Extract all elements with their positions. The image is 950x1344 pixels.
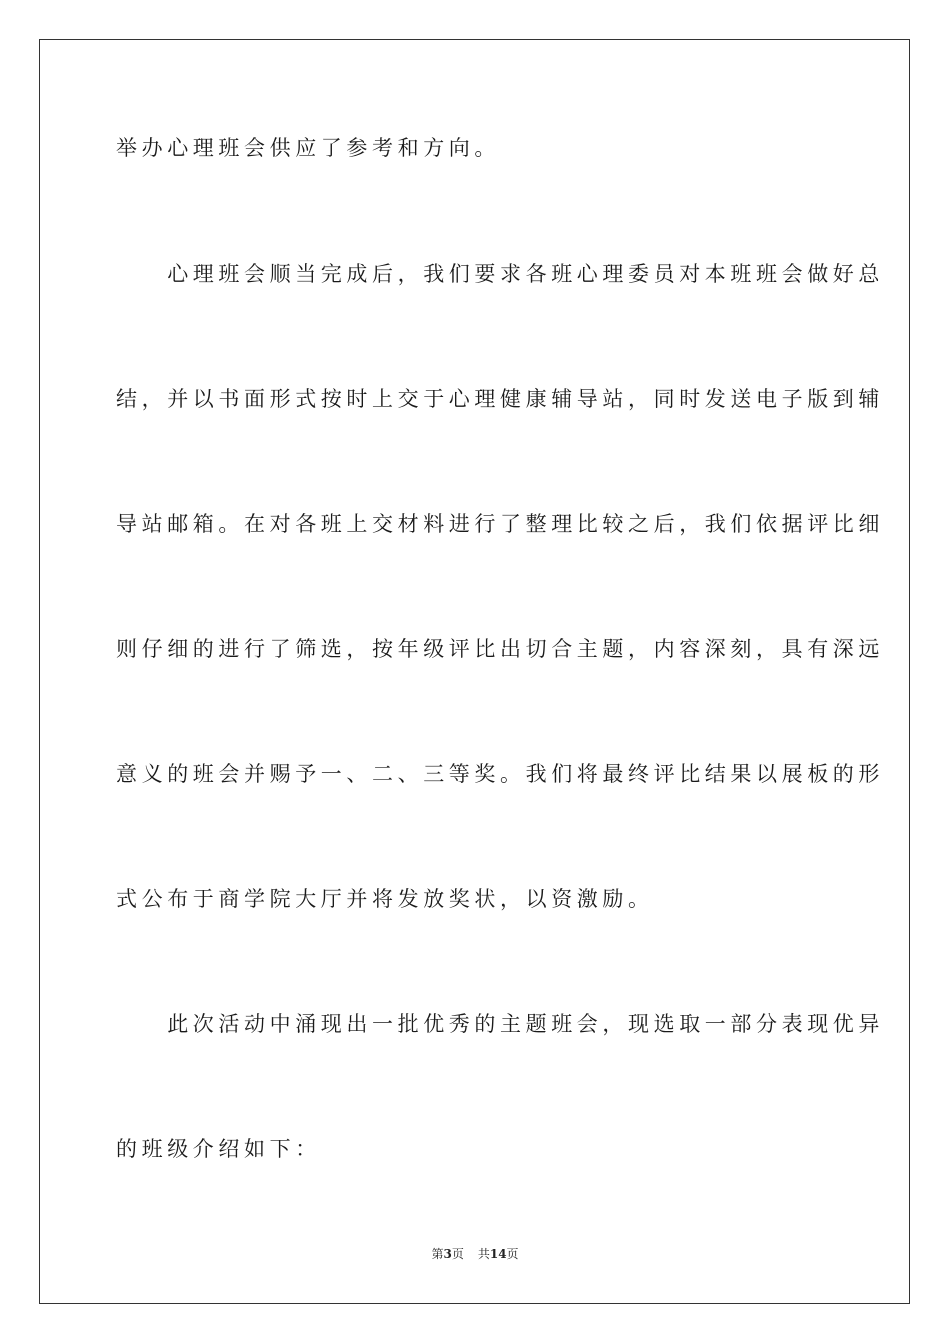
body-text-line: 意义的班会并赐予一、二、三等奖。我们将最终评比结果以展板的形: [116, 762, 884, 786]
body-text-line: 则仔细的进行了筛选，按年级评比出切合主题，内容深刻，具有深远: [116, 637, 884, 661]
footer-page-number: 3: [443, 1247, 452, 1261]
body-text-line: 结，并以书面形式按时上交于心理健康辅导站，同时发送电子版到辅: [116, 387, 884, 411]
footer-total-pages: 14: [489, 1247, 507, 1261]
body-text-line: 导站邮箱。在对各班上交材料进行了整理比较之后，我们依据评比细: [116, 512, 884, 536]
body-text-line: 的班级介绍如下：: [116, 1137, 321, 1161]
footer-page-prefix: 第: [431, 1247, 444, 1261]
footer-total-suffix: 页: [506, 1247, 519, 1261]
footer-page-suffix: 页: [451, 1247, 464, 1261]
body-text-line: 式公布于商学院大厅并将发放奖状，以资激励。: [116, 887, 654, 911]
page-footer: [0, 1246, 950, 1262]
body-text-line: 举办心理班会供应了参考和方向。: [116, 136, 500, 160]
page-border: [39, 39, 910, 1304]
body-text-line: 此次活动中涌现出一批优秀的主题班会，现选取一部分表现优异: [116, 1012, 884, 1036]
body-text-line: 心理班会顺当完成后，我们要求各班心理委员对本班班会做好总: [116, 262, 884, 286]
footer-total-prefix: 共: [477, 1247, 490, 1261]
